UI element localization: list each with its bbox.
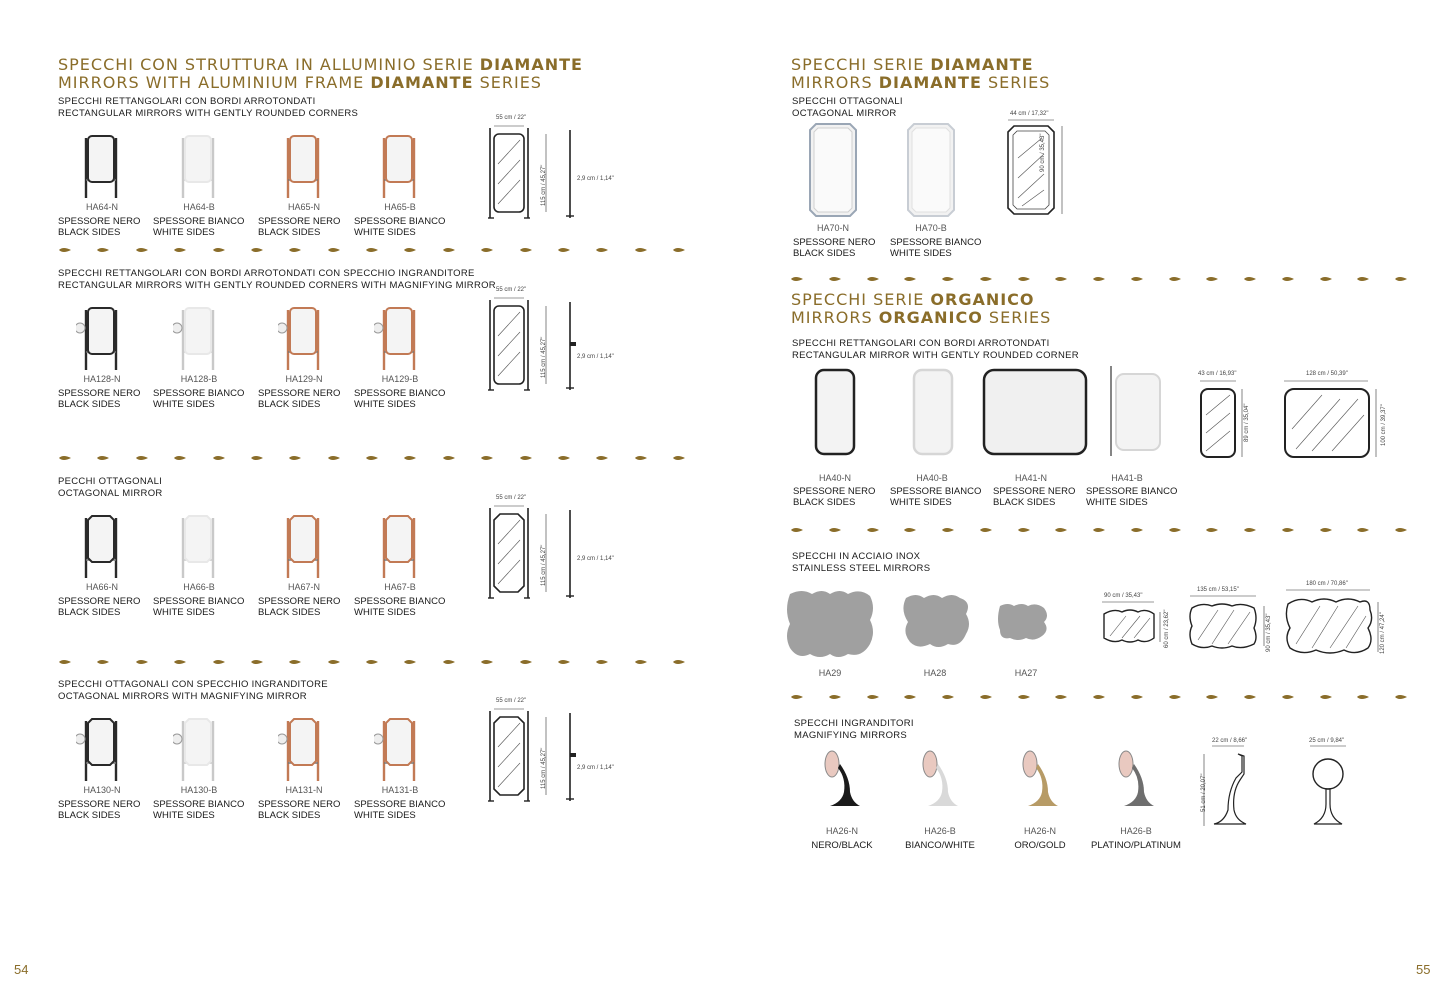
divider-drop-icon — [903, 275, 917, 283]
dim-ha70-height: 90 cm / 35,43" — [1040, 133, 1046, 172]
divider-drop-icon — [250, 658, 264, 666]
code-ha28: HA28 — [923, 668, 947, 678]
divider-drop-icon — [828, 526, 842, 534]
dim-ha40-height: 89 cm / 35,04" — [1244, 403, 1250, 442]
desc-ha131-n: SPESSORE NERO BLACK SIDES — [258, 799, 341, 821]
divider-drop-icon — [828, 275, 842, 283]
desc-ha128-n: SPESSORE NERO BLACK SIDES — [58, 388, 141, 410]
dim-ha26-side-height: 51 cm / 20,07" — [1201, 773, 1207, 812]
divider-drop-icon — [1092, 526, 1106, 534]
dim-ha27-height: 60 cm / 23,62" — [1164, 609, 1170, 648]
magnifier-2 — [1014, 748, 1064, 810]
mirror-stand-ha67-b — [374, 512, 424, 582]
dim-depth-section-0: 2,9 cm / 1,14" — [577, 176, 614, 182]
divider-drop-icon — [519, 246, 533, 254]
divider-drop-icon — [1319, 693, 1333, 701]
divider-drop-icon — [1394, 693, 1408, 701]
divider-drop-icon — [1054, 693, 1068, 701]
divider-drop-icon — [1319, 526, 1333, 534]
drawing-ha40 — [1198, 379, 1246, 461]
code-ha29: HA29 — [818, 668, 842, 678]
mirror-stand-ha65-n — [278, 132, 328, 202]
divider-drop-icon — [1168, 275, 1182, 283]
code-ha27: HA27 — [1014, 668, 1038, 678]
code-ha40-n: HA40-N — [818, 473, 851, 483]
mirror-ha28 — [900, 592, 974, 650]
divider-drop-icon — [634, 658, 648, 666]
dim-depth-section-3: 2,9 cm / 1,14" — [577, 765, 614, 771]
divider-drop-icon — [634, 454, 648, 462]
drawing-ha70 — [1006, 118, 1070, 218]
divider-drop-icon — [288, 246, 302, 254]
divider-drop-icon — [1205, 275, 1219, 283]
divider-drop-icon — [790, 693, 804, 701]
code-ha65-n: HA65-N — [287, 202, 320, 212]
magnifier-3 — [1110, 748, 1160, 810]
divider-drop-icon — [212, 454, 226, 462]
divider-drop-icon — [595, 658, 609, 666]
dim-width-section-0: 55 cm / 22" — [496, 115, 527, 121]
divider-drop-icon — [941, 275, 955, 283]
code-ha70-n: HA70-N — [816, 223, 849, 233]
drawing-ha29 — [1284, 588, 1384, 660]
divider-drop-icon — [1243, 693, 1257, 701]
divider-drop-icon — [250, 246, 264, 254]
drawing-ha41 — [1282, 379, 1382, 461]
dim-height-section-3: 115 cm / 45,27" — [541, 747, 547, 789]
divider-drop-icon — [941, 526, 955, 534]
divider-drop-icon — [173, 454, 187, 462]
divider-drop-icon — [480, 454, 494, 462]
divider-drop-icon — [1356, 526, 1370, 534]
divider-drop-icon — [250, 454, 264, 462]
desc-ha40-b: SPESSORE BIANCO WHITE SIDES — [890, 486, 982, 508]
desc-ha70-b: SPESSORE BIANCO WHITE SIDES — [890, 237, 982, 259]
divider-drop-icon — [365, 246, 379, 254]
divider-drop-icon — [1319, 275, 1333, 283]
divider-drop-icon — [1168, 693, 1182, 701]
dim-ha26-front-width: 25 cm / 9,84" — [1309, 738, 1345, 744]
desc-ha64-b: SPESSORE BIANCO WHITE SIDES — [153, 216, 245, 238]
divider-drop-icon — [58, 658, 72, 666]
desc-ha67-n: SPESSORE NERO BLACK SIDES — [258, 596, 341, 618]
divider-drop-icon — [672, 246, 686, 254]
mirror-stand-ha129-n — [278, 304, 328, 374]
desc-ha128-b: SPESSORE BIANCO WHITE SIDES — [153, 388, 245, 410]
divider-drop-icon — [1017, 693, 1031, 701]
magnifying-subtitle: SPECCHI INGRANDITORI MAGNIFYING MIRRORS — [794, 718, 914, 741]
divider-left-1 — [58, 246, 686, 254]
divider-drop-icon — [557, 658, 571, 666]
mirror-ha70-b — [906, 122, 956, 218]
divider-left-3 — [58, 658, 686, 666]
divider-drop-icon — [173, 246, 187, 254]
organico-title: SPECCHI SERIE ORGANICO MIRRORS ORGANICO SERIES — [791, 290, 1052, 327]
divider-drop-icon — [96, 454, 110, 462]
dim-width-section-3: 55 cm / 22" — [496, 698, 527, 704]
divider-drop-icon — [135, 658, 149, 666]
divider-drop-icon — [173, 658, 187, 666]
divider-drop-icon — [595, 454, 609, 462]
divider-drop-icon — [1130, 275, 1144, 283]
divider-drop-icon — [866, 275, 880, 283]
divider-drop-icon — [1168, 526, 1182, 534]
divider-drop-icon — [1017, 526, 1031, 534]
mirror-stand-ha67-n — [278, 512, 328, 582]
code-ha131-b: HA131-B — [381, 785, 419, 795]
code-ha66-n: HA66-N — [85, 582, 118, 592]
desc-ha65-n: SPESSORE NERO BLACK SIDES — [258, 216, 341, 238]
divider-drop-icon — [1356, 275, 1370, 283]
divider-drop-icon — [442, 658, 456, 666]
left-title: SPECCHI CON STRUTTURA IN ALLUMINIO SERIE DIAMANTE MIRRORS WITH ALUMINIUM FRAME DIAMANTE SERIES — [58, 55, 583, 92]
divider-drop-icon — [828, 693, 842, 701]
dim-ha29-width: 180 cm / 70,86" — [1306, 581, 1348, 587]
section-2-subtitle: PECCHI OTTAGONALI OCTAGONAL MIRROR — [58, 476, 163, 499]
code-ha70-b: HA70-B — [915, 223, 947, 233]
dim-ha41-width: 128 cm / 50,39" — [1306, 371, 1348, 377]
divider-drop-icon — [135, 454, 149, 462]
code-ha64-b: HA64-B — [183, 202, 215, 212]
divider-drop-icon — [866, 693, 880, 701]
dim-ha41-height: 100 cm / 39,37" — [1381, 404, 1387, 446]
dim-height-section-0: 115 cm / 45,27" — [541, 164, 547, 206]
code-ha40-b: HA40-B — [916, 473, 948, 483]
divider-drop-icon — [941, 693, 955, 701]
divider-drop-icon — [1394, 526, 1408, 534]
code-ha41-b: HA41-B — [1111, 473, 1143, 483]
code-magnifier-0: HA26-N — [825, 826, 858, 836]
code-ha67-n: HA67-N — [287, 582, 320, 592]
code-ha65-b: HA65-B — [384, 202, 416, 212]
drawing-ha26-side — [1200, 744, 1260, 830]
divider-drop-icon — [634, 246, 648, 254]
divider-drop-icon — [403, 658, 417, 666]
mirror-stand-ha128-b — [173, 304, 223, 374]
divider-drop-icon — [96, 658, 110, 666]
dim-ha70-width: 44 cm / 17,32" — [1010, 111, 1049, 117]
divider-drop-icon — [327, 454, 341, 462]
desc-ha65-b: SPESSORE BIANCO WHITE SIDES — [354, 216, 446, 238]
divider-right-1 — [790, 275, 1408, 283]
mirror-ha29 — [782, 586, 878, 662]
divider-drop-icon — [519, 658, 533, 666]
divider-drop-icon — [365, 454, 379, 462]
dim-height-section-2: 115 cm / 45,27" — [541, 544, 547, 586]
divider-right-2 — [790, 526, 1408, 534]
divider-drop-icon — [903, 693, 917, 701]
drawing-ha27 — [1100, 600, 1164, 648]
code-ha41-n: HA41-N — [1014, 473, 1047, 483]
divider-drop-icon — [790, 275, 804, 283]
divider-right-3 — [790, 693, 1408, 701]
dim-width-section-1: 55 cm / 22" — [496, 287, 527, 293]
section-0-subtitle: SPECCHI RETTANGOLARI CON BORDI ARROTONDATI RECTANGULAR MIRRORS WITH GENTLY ROUNDED CORNERS — [58, 96, 359, 119]
divider-drop-icon — [866, 526, 880, 534]
divider-drop-icon — [403, 454, 417, 462]
divider-drop-icon — [1243, 275, 1257, 283]
divider-drop-icon — [1205, 693, 1219, 701]
code-ha64-n: HA64-N — [85, 202, 118, 212]
dim-ha27-width: 90 cm / 35,43" — [1104, 593, 1143, 599]
divider-drop-icon — [1394, 275, 1408, 283]
mirror-stand-ha131-n — [278, 715, 328, 785]
page-number-right: 55 — [1416, 962, 1431, 977]
divider-drop-icon — [135, 246, 149, 254]
code-ha128-n: HA128-N — [83, 374, 121, 384]
divider-drop-icon — [480, 246, 494, 254]
code-ha130-b: HA130-B — [180, 785, 218, 795]
mirror-stand-ha130-b — [173, 715, 223, 785]
divider-drop-icon — [288, 658, 302, 666]
organico-subtitle: SPECCHI RETTANGOLARI CON BORDI ARROTONDATI RECTANGULAR MIRROR WITH GENTLY ROUNDED CORNER — [792, 338, 1079, 361]
code-ha131-n: HA131-N — [285, 785, 323, 795]
mirror-stand-ha130-n — [76, 715, 126, 785]
code-magnifier-1: HA26-B — [924, 826, 956, 836]
divider-drop-icon — [1281, 275, 1295, 283]
mirror-stand-ha131-b — [374, 715, 424, 785]
desc-magnifier-2: ORO/GOLD — [1014, 840, 1066, 851]
desc-magnifier-0: NERO/BLACK — [811, 840, 873, 851]
inox-subtitle: SPECCHI IN ACCIAIO INOX STAINLESS STEEL MIRRORS — [792, 551, 931, 574]
divider-drop-icon — [979, 693, 993, 701]
divider-drop-icon — [1054, 526, 1068, 534]
mirror-stand-ha65-b — [374, 132, 424, 202]
code-ha66-b: HA66-B — [183, 582, 215, 592]
divider-drop-icon — [96, 246, 110, 254]
magnifier-1 — [914, 748, 964, 810]
desc-ha131-b: SPESSORE BIANCO WHITE SIDES — [354, 799, 446, 821]
mirror-stand-ha129-b — [374, 304, 424, 374]
code-magnifier-3: HA26-B — [1120, 826, 1152, 836]
mirror-ha40-b — [912, 368, 954, 456]
divider-drop-icon — [480, 658, 494, 666]
code-ha128-b: HA128-B — [180, 374, 218, 384]
diamante-subtitle: SPECCHI OTTAGONALI OCTAGONAL MIRROR — [792, 96, 903, 119]
code-ha129-n: HA129-N — [285, 374, 323, 384]
divider-drop-icon — [1092, 693, 1106, 701]
dim-ha28-width: 135 cm / 53,15" — [1197, 587, 1239, 593]
divider-drop-icon — [979, 526, 993, 534]
section-1-subtitle: SPECCHI RETTANGOLARI CON BORDI ARROTONDATI CON SPECCHIO INGRANDITORE RECTANGULAR MIRRORS WITH GENTLY ROUNDED CORNERS WITH MAGNIFYING MIRROR — [58, 268, 496, 291]
divider-drop-icon — [1205, 526, 1219, 534]
drawing-ha26-front — [1306, 744, 1350, 830]
divider-drop-icon — [1356, 693, 1370, 701]
desc-ha41-b: SPESSORE BIANCO WHITE SIDES — [1086, 486, 1178, 508]
dim-depth-section-2: 2,9 cm / 1,14" — [577, 556, 614, 562]
mirror-stand-ha66-b — [173, 512, 223, 582]
desc-ha130-n: SPESSORE NERO BLACK SIDES — [58, 799, 141, 821]
divider-drop-icon — [442, 454, 456, 462]
divider-drop-icon — [979, 275, 993, 283]
dim-depth-section-1: 2,9 cm / 1,14" — [577, 354, 614, 360]
mirror-ha41-n — [982, 368, 1088, 456]
divider-drop-icon — [327, 246, 341, 254]
drawing-ha28 — [1188, 594, 1272, 654]
desc-ha64-n: SPESSORE NERO BLACK SIDES — [58, 216, 141, 238]
mirror-stand-ha64-n — [76, 132, 126, 202]
divider-left-2 — [58, 454, 686, 462]
code-ha129-b: HA129-B — [381, 374, 419, 384]
divider-drop-icon — [1281, 526, 1295, 534]
divider-drop-icon — [442, 246, 456, 254]
divider-drop-icon — [903, 526, 917, 534]
mirror-ha40-n — [814, 368, 856, 456]
divider-drop-icon — [212, 658, 226, 666]
desc-ha130-b: SPESSORE BIANCO WHITE SIDES — [153, 799, 245, 821]
divider-drop-icon — [212, 246, 226, 254]
divider-drop-icon — [557, 454, 571, 462]
desc-ha40-n: SPESSORE NERO BLACK SIDES — [793, 486, 876, 508]
desc-magnifier-1: BIANCO/WHITE — [905, 840, 975, 851]
mirror-stand-ha64-b — [173, 132, 223, 202]
code-ha67-b: HA67-B — [384, 582, 416, 592]
dim-width-section-2: 55 cm / 22" — [496, 495, 527, 501]
desc-magnifier-3: PLATINO/PLATINUM — [1091, 840, 1181, 851]
desc-ha66-n: SPESSORE NERO BLACK SIDES — [58, 596, 141, 618]
divider-drop-icon — [672, 454, 686, 462]
desc-ha66-b: SPESSORE BIANCO WHITE SIDES — [153, 596, 245, 618]
divider-drop-icon — [58, 246, 72, 254]
divider-drop-icon — [519, 454, 533, 462]
divider-drop-icon — [403, 246, 417, 254]
divider-drop-icon — [1054, 275, 1068, 283]
desc-ha67-b: SPESSORE BIANCO WHITE SIDES — [354, 596, 446, 618]
dim-height-section-1: 115 cm / 45,27" — [541, 336, 547, 378]
mirror-ha27 — [996, 602, 1050, 642]
desc-ha129-n: SPESSORE NERO BLACK SIDES — [258, 388, 341, 410]
diamante-title: SPECCHI SERIE DIAMANTE MIRRORS DIAMANTE SERIES — [791, 55, 1051, 92]
divider-drop-icon — [557, 246, 571, 254]
divider-drop-icon — [1092, 275, 1106, 283]
mirror-ha70-n — [808, 122, 858, 218]
code-ha130-n: HA130-N — [83, 785, 121, 795]
page-number-left: 54 — [14, 962, 29, 977]
desc-ha129-b: SPESSORE BIANCO WHITE SIDES — [354, 388, 446, 410]
divider-drop-icon — [1243, 526, 1257, 534]
dim-ha29-height: 120 cm / 47,24" — [1380, 612, 1386, 654]
divider-drop-icon — [672, 658, 686, 666]
section-3-subtitle: SPECCHI OTTAGONALI CON SPECCHIO INGRANDITORE OCTAGONAL MIRRORS WITH MAGNIFYING MIRROR — [58, 679, 328, 702]
divider-drop-icon — [1281, 693, 1295, 701]
divider-drop-icon — [790, 526, 804, 534]
magnifier-0 — [816, 748, 866, 810]
divider-drop-icon — [365, 658, 379, 666]
mirror-ha41-b — [1108, 366, 1162, 456]
dim-ha40-width: 43 cm / 16,93" — [1198, 371, 1237, 377]
divider-drop-icon — [58, 454, 72, 462]
divider-drop-icon — [1130, 693, 1144, 701]
desc-ha41-n: SPESSORE NERO BLACK SIDES — [993, 486, 1076, 508]
dim-ha26-side-width: 22 cm / 8,66" — [1212, 738, 1248, 744]
divider-drop-icon — [327, 658, 341, 666]
mirror-stand-ha128-n — [76, 304, 126, 374]
desc-ha70-n: SPESSORE NERO BLACK SIDES — [793, 237, 876, 259]
mirror-stand-ha66-n — [76, 512, 126, 582]
code-magnifier-2: HA26-N — [1023, 826, 1056, 836]
divider-drop-icon — [595, 246, 609, 254]
dim-ha28-height: 90 cm / 35,43" — [1266, 613, 1272, 652]
divider-drop-icon — [1017, 275, 1031, 283]
divider-drop-icon — [288, 454, 302, 462]
divider-drop-icon — [1130, 526, 1144, 534]
